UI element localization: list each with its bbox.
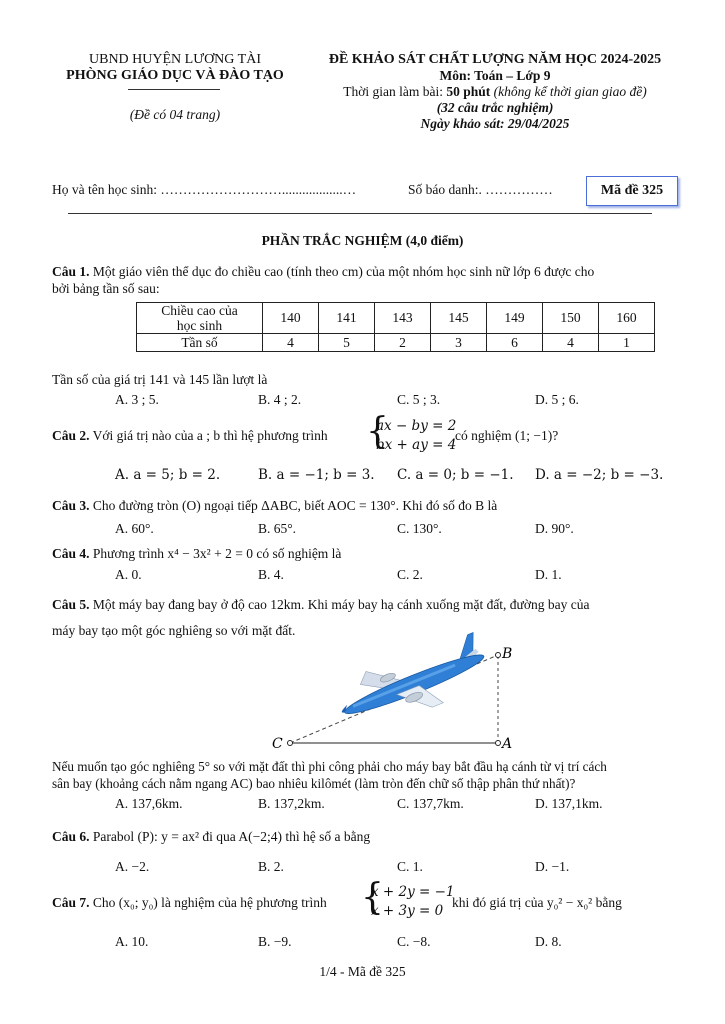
option-c[interactable]: C. −8. xyxy=(397,934,431,949)
table-cell: 145 xyxy=(431,303,487,334)
question-2-system xyxy=(376,417,456,455)
question-3-text: Cho đường tròn (O) ngoại tiếp ΔABC, biết AOC = 130°. Khi đó số đo B là xyxy=(92,498,498,513)
equation-2: x + 3y = 0 xyxy=(371,903,444,919)
exam-time-value: 50 phút xyxy=(446,84,491,99)
option-a[interactable]: A. 137,6km. xyxy=(115,796,183,811)
question-3 xyxy=(52,498,497,514)
exam-time-label: Thời gian làm bài: xyxy=(343,84,447,99)
option-b[interactable]: B. 2. xyxy=(258,859,284,874)
table-cell: 1 xyxy=(599,334,655,352)
table-header-line1: Chiều cao của xyxy=(161,303,238,318)
question-2-label: Câu 2. xyxy=(52,428,90,443)
option-b[interactable]: B. 65°. xyxy=(258,521,297,536)
question-4 xyxy=(52,546,341,562)
question-7-text-after: khi đó giá trị của y₀² − x₀² bằng xyxy=(452,895,622,910)
question-7-text: Cho (x₀; y₀) là nghiệm của hệ phương trình xyxy=(92,895,327,910)
equation-2: bx + ay = 4 xyxy=(376,437,457,453)
divider-line xyxy=(68,213,652,214)
option-d[interactable]: D. 90°. xyxy=(535,521,574,536)
table-header-cell xyxy=(137,303,263,334)
table-cell: 6 xyxy=(487,334,543,352)
table-cell: 141 xyxy=(319,303,375,334)
question-1-prompt: Tần số của giá trị 141 và 145 lần lượt là xyxy=(52,372,268,387)
question-3-label: Câu 3. xyxy=(52,498,90,513)
question-6-text: Parabol (P): y = ax² đi qua A(−2;4) thì hệ số a bằng xyxy=(92,829,371,844)
student-id-field: Số báo danh:. …………… xyxy=(408,182,553,197)
question-4-text: Phương trình x⁴ − 3x² + 2 = 0 có số nghiệm là xyxy=(92,546,342,561)
question-5-text-line3: Nếu muốn tạo góc nghiêng 5° so với mặt đất thì phi công phải cho máy bay bắt đầu hạ cánh từ vị trí cách xyxy=(52,759,607,774)
option-d[interactable]: D. 5 ; 6. xyxy=(535,392,579,407)
question-count: (32 câu trắc nghiệm) xyxy=(436,100,554,115)
table-cell: 149 xyxy=(487,303,543,334)
table-cell: 143 xyxy=(375,303,431,334)
table-row xyxy=(137,334,655,352)
option-c[interactable]: C. 130°. xyxy=(397,521,442,536)
question-5-text-line4: sân bay (khoảng cách nằm ngang AC) bao nhiêu kilômét (làm tròn đến chữ số thập phân thứ nhất)? xyxy=(52,776,576,791)
question-6-label: Câu 6. xyxy=(52,829,90,844)
table-header-line2: học sinh xyxy=(176,318,223,333)
option-d[interactable]: D. 1. xyxy=(535,567,562,582)
option-b[interactable]: B. 4. xyxy=(258,567,284,582)
table-cell: 140 xyxy=(263,303,319,334)
option-a[interactable]: A. a = 5; b = 2. xyxy=(115,467,221,483)
table-cell: 3 xyxy=(431,334,487,352)
frequency-table xyxy=(136,302,655,352)
option-b[interactable]: B. a = −1; b = 3. xyxy=(258,467,375,483)
label-b: B xyxy=(502,646,513,662)
question-1-label: Câu 1. xyxy=(52,264,90,279)
question-1-text: Một giáo viên thể dục đo chiều cao (tính theo cm) của một nhóm học sinh nữ lớp 6 được cho xyxy=(92,264,595,279)
table-cell: 4 xyxy=(263,334,319,352)
option-d[interactable]: D. −1. xyxy=(535,859,570,874)
exam-time xyxy=(300,84,690,100)
equation-1: ax − by = 2 xyxy=(376,418,457,434)
option-b[interactable]: B. 4 ; 2. xyxy=(258,392,302,407)
exam-date: Ngày khảo sát: 29/04/2025 xyxy=(420,116,570,131)
option-b[interactable]: B. 137,2km. xyxy=(258,796,325,811)
question-1-text-cont: bởi bảng tần số sau: xyxy=(52,281,160,296)
point-c xyxy=(288,741,293,746)
option-a[interactable]: A. 60°. xyxy=(115,521,154,536)
airplane-diagram xyxy=(260,630,530,755)
table-cell: 160 xyxy=(599,303,655,334)
department-line2: PHÒNG GIÁO DỤC VÀ ĐÀO TẠO xyxy=(66,68,284,83)
question-1 xyxy=(52,263,676,297)
option-c[interactable]: C. 1. xyxy=(397,859,423,874)
option-d[interactable]: D. a = −2; b = −3. xyxy=(535,467,664,483)
option-c[interactable]: C. a = 0; b = −1. xyxy=(397,467,514,483)
question-7-label: Câu 7. xyxy=(52,895,90,910)
option-c[interactable]: C. 2. xyxy=(397,567,423,582)
student-name-field: Họ và tên học sinh: ………………………..................… xyxy=(52,182,357,197)
header-left-underline xyxy=(128,89,220,90)
table-header-cell: Tần số xyxy=(137,334,263,352)
exam-title: ĐỀ KHẢO SÁT CHẤT LƯỢNG NĂM HỌC 2024-2025 xyxy=(328,52,662,67)
label-c: C xyxy=(272,736,283,752)
system-brace: { xyxy=(366,411,389,452)
table-cell: 2 xyxy=(375,334,431,352)
header-right xyxy=(300,52,690,132)
question-7-system xyxy=(371,883,455,921)
header-left xyxy=(52,52,298,84)
table-cell: 150 xyxy=(543,303,599,334)
question-7 xyxy=(52,895,327,911)
option-a[interactable]: A. 3 ; 5. xyxy=(115,392,159,407)
page-count-note: (Đề có 04 trang) xyxy=(129,107,221,122)
option-a[interactable]: A. −2. xyxy=(115,859,150,874)
question-5-text-cont: máy bay tạo một góc nghiêng so với mặt đất. xyxy=(52,623,296,638)
question-5-label: Câu 5. xyxy=(52,597,90,612)
question-2-text: Với giá trị nào của a ; b thì hệ phương trình xyxy=(92,428,328,443)
page-footer: 1/4 - Mã đề 325 xyxy=(319,964,406,979)
question-2 xyxy=(52,428,328,444)
point-b xyxy=(496,653,501,658)
option-c[interactable]: C. 137,7km. xyxy=(397,796,464,811)
point-a xyxy=(496,741,501,746)
equation-1: x + 2y = −1 xyxy=(371,884,455,900)
question-5-text-more xyxy=(52,758,682,792)
exam-code-box: Mã đề 325 xyxy=(586,176,678,206)
option-c[interactable]: C. 5 ; 3. xyxy=(397,392,441,407)
system-brace: { xyxy=(361,877,384,918)
exam-time-note: (không kể thời gian giao đề) xyxy=(490,84,647,99)
question-6 xyxy=(52,829,370,845)
option-d[interactable]: D. 8. xyxy=(535,934,562,949)
option-a[interactable]: A. 0. xyxy=(115,567,142,582)
table-cell: 5 xyxy=(319,334,375,352)
question-4-label: Câu 4. xyxy=(52,546,90,561)
question-2-text-after: có nghiệm (1; −1)? xyxy=(455,428,559,443)
section-title: PHẦN TRẮC NGHIỆM (4,0 điểm) xyxy=(261,233,464,248)
option-d[interactable]: D. 137,1km. xyxy=(535,796,603,811)
question-5-text: Một máy bay đang bay ở độ cao 12km. Khi máy bay hạ cánh xuống mặt đất, đường bay của xyxy=(92,597,590,612)
table-cell: 4 xyxy=(543,334,599,352)
department-line1: UBND HUYỆN LƯƠNG TÀI xyxy=(89,52,261,67)
label-a: A xyxy=(502,736,513,752)
option-a[interactable]: A. 10. xyxy=(115,934,149,949)
table-row xyxy=(137,303,655,334)
option-b[interactable]: B. −9. xyxy=(258,934,292,949)
exam-subject: Môn: Toán – Lớp 9 xyxy=(439,68,551,83)
airplane-icon xyxy=(331,630,494,739)
